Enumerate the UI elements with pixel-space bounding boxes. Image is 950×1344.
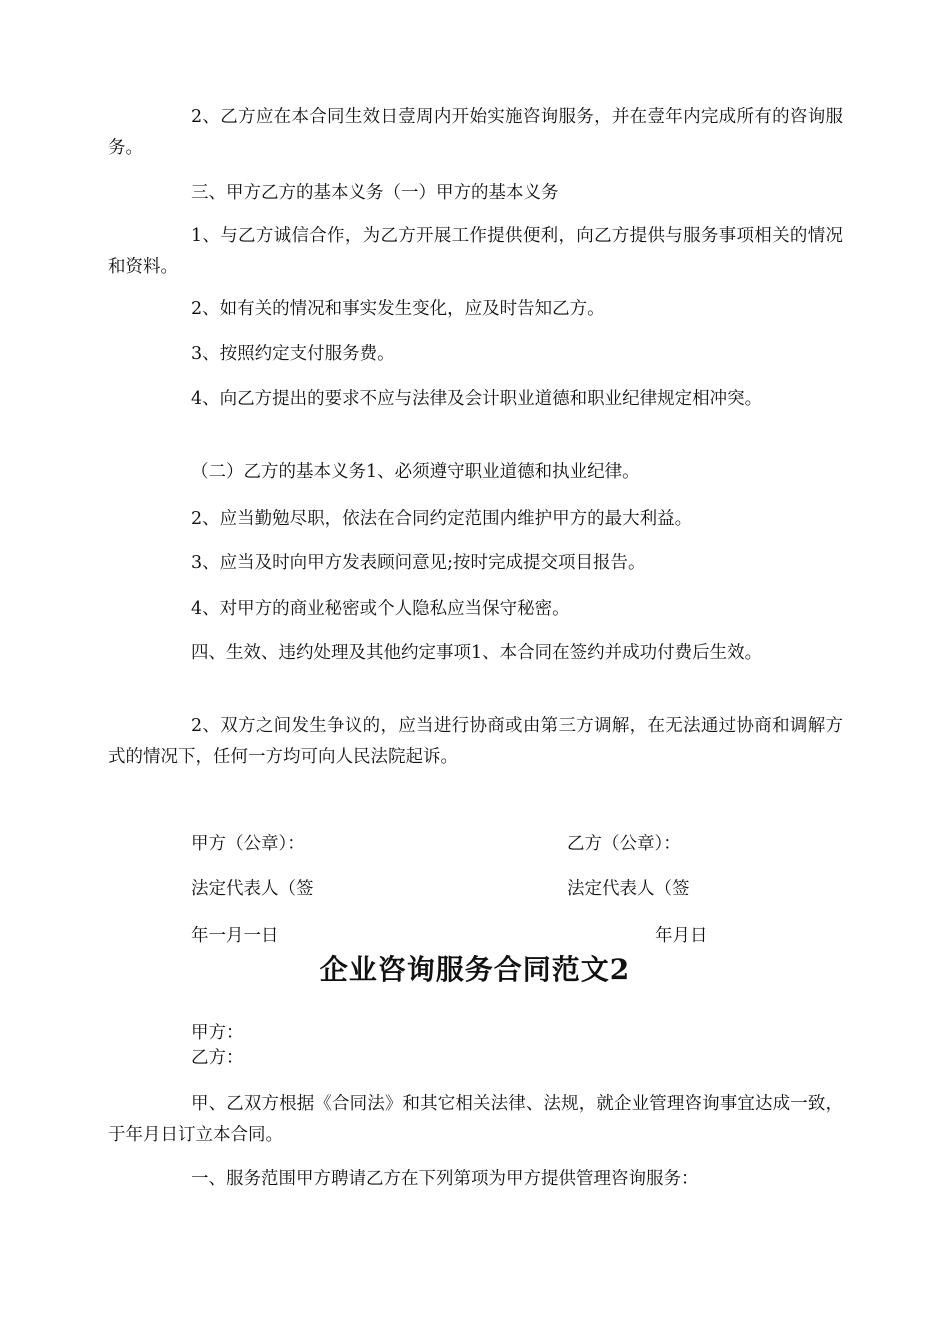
paragraph: 4、对甲方的商业秘密或个人隐私应当保守秘密。 <box>191 599 570 619</box>
paragraph: 3、应当及时向甲方发表顾问意见;按时完成提交项目报告。 <box>191 553 646 573</box>
paragraph: 3、按照约定支付服务费。 <box>191 344 395 364</box>
paragraph: 2、双方之间发生争议的，应当进行协商或由第三方调解，在无法通过协商和调解方式的情况下，任何一方均可向人民法院起诉。 <box>108 716 843 767</box>
paragraph: 2、应当勤勉尽职，依法在合同约定范围内维护甲方的最大利益。 <box>191 509 693 529</box>
party-b-seal-label: 乙方（公章）： <box>567 834 681 854</box>
section-heading: 一、服务范围甲方聘请乙方在下列第项为甲方提供管理咨询服务： <box>191 1169 699 1189</box>
party-b-representative-label: 法定代表人（签 <box>567 879 690 899</box>
paragraph: 甲、乙双方根据《合同法》和其它相关法律、法规，就企业管理咨询事宜达成一致，于年月日订立本合同。 <box>108 1094 843 1145</box>
party-b-date: 年月日 <box>655 926 708 946</box>
paragraph: 2、乙方应在本合同生效日壹周内开始实施咨询服务，并在壹年内完成所有的咨询服务。 <box>108 107 843 158</box>
party-b-label: 乙方： <box>191 1048 244 1068</box>
party-a-label: 甲方： <box>191 1023 244 1043</box>
document-title: 企业咨询服务合同范文2 <box>319 953 631 986</box>
paragraph: 1、与乙方诚信合作，为乙方开展工作提供便利，向乙方提供与服务事项相关的情况和资料。 <box>108 226 843 277</box>
party-a-representative-label: 法定代表人（签 <box>191 879 314 899</box>
paragraph: 4、向乙方提出的要求不应与法律及会计职业道德和职业纪律规定相冲突。 <box>191 389 763 409</box>
party-a-seal-label: 甲方（公章）： <box>191 834 305 854</box>
section-heading: 三、甲方乙方的基本义务（一）甲方的基本义务 <box>191 183 559 203</box>
section-heading: 四、生效、违约处理及其他约定事项1、本合同在签约并成功付费后生效。 <box>191 643 763 663</box>
party-a-date: 年一月一日 <box>191 926 279 946</box>
paragraph: 2、如有关的情况和事实发生变化，应及时告知乙方。 <box>191 299 605 319</box>
section-heading: （二）乙方的基本义务1、必须遵守职业道德和执业纪律。 <box>191 462 640 482</box>
